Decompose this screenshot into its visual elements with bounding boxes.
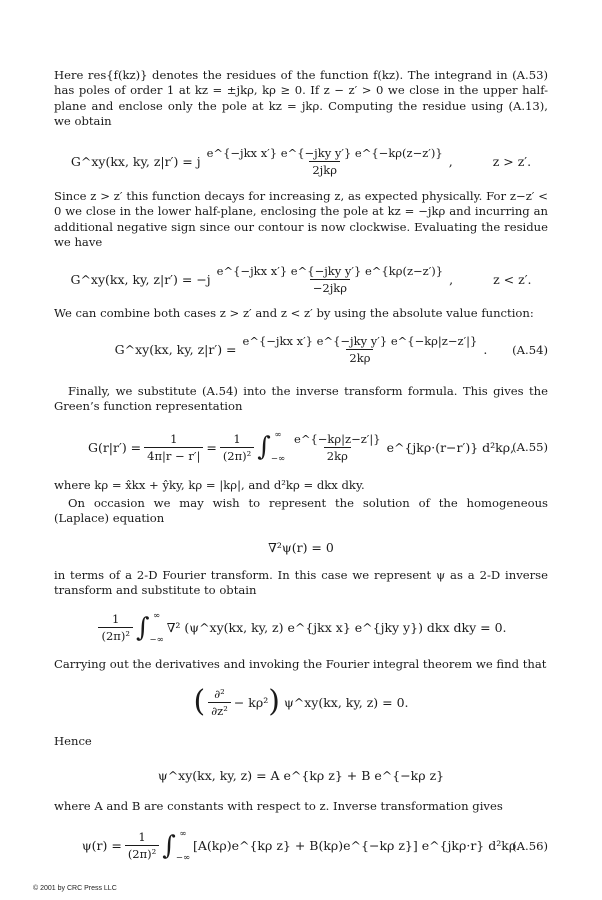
equation-fraction (240, 334, 481, 365)
fraction-numerator: e^{−jkx x′} e^{−jky y′} e^{−kρ|z−z′|} (242, 334, 478, 349)
equation-lower-halfplane: G^xy(kx, ky, z|r′) = −j $\frac{\text{e\textasciicircum{}\{−jkx x′\} e\textasciicircum{}\{−jky y′\} e\textasciicircum{}\{kρ(z−z′)\}}}{\text{−2jkρ}}$ , z < z′. (70, 263, 532, 295)
equation-tail: ψ^xy(kx, ky, z) = 0. (283, 694, 409, 710)
integral-sign: ∫ (135, 612, 150, 643)
fraction-denominator: 2jkρ (309, 161, 340, 177)
integral-limits (176, 822, 190, 870)
fraction-denominator: 4π|r − r′| (144, 447, 203, 463)
paragraph-combine: We can combine both cases z > z′ and z < z′ by using the absolute value function: (54, 306, 534, 321)
equation-body: [A(kρ)e^{kρ z} + B(kρ)e^{−kρ z}] e^{jkρ·r} d²kρ. (193, 838, 521, 854)
lower-limit: −∞ (270, 454, 286, 465)
paragraph-fourier: in terms of a 2-D Fourier transform. In this case we represent ψ as a 2-D inverse transform and substitute to obtain (54, 568, 548, 598)
equation-lhs: G^xy(kx, ky, z|r′) = j (70, 153, 201, 169)
paragraph-laplace: On occasion we may wish to represent the solution of the homogeneous (Laplace) equation (54, 495, 548, 525)
paragraph-where-k: where kρ = x̂kx + ŷky, kρ = |kρ|, and d²kρ = dkx dky. (54, 478, 365, 493)
equation-lhs: ψ(r) = (81, 838, 122, 854)
equation-general-solution (54, 763, 548, 787)
equation-lhs: G^xy(kx, ky, z|r′) = (114, 342, 237, 358)
lower-limit: −∞ (175, 852, 191, 863)
equation-condition: z < z′. (493, 271, 532, 287)
fraction-numerator: 1 (112, 612, 120, 627)
fraction-denominator: (2π)² (125, 845, 159, 861)
fraction-denominator: (2π)² (220, 447, 254, 463)
paragraph-hence: Hence (54, 734, 92, 749)
equation-a56 (54, 823, 548, 869)
fraction-denominator: −2jkρ (310, 279, 350, 295)
paragraph-substitute: Finally, we substitute (A.54) into the inverse transform formula. This gives the Green’s function representation (54, 383, 548, 413)
equation-fourier-laplacian (54, 605, 548, 651)
equation-lhs: G^xy(kx, ky, z|r′) = −j (70, 271, 211, 287)
fraction-numerator: e^{−kρ|z−z′|} (294, 431, 381, 446)
equation-tail: e^{jkρ·(r−r′)} d²kρ, (386, 439, 515, 455)
equation-a54: G^xy(kx, ky, z|r′) = $\frac{\text{e\textasciicircum{}\{−jkx x′\} e\textasciicircum{}\{−jky y′\} e\textasciicircum{}\{−kρ|z−z′|\}}}{2k\rho}$ . (A.54) (114, 334, 548, 366)
fraction-denominator: (2π)² (98, 627, 132, 643)
fraction-numerator: ∂² (214, 686, 225, 701)
fraction-denominator: 2kρ (346, 349, 373, 365)
page-body (54, 68, 548, 869)
equation-body: ∇² (ψ^xy(kx, ky, z) e^{jkx x} e^{jky y}) dkx dky = 0. (166, 620, 507, 636)
paragraph-residues: Here res{f(kz)} denotes the residues of the function f(kz). The integrand in (A.53) has poles of order 1 at kz = ±jkρ, kρ ≥ 0. If z − z′ > 0 we close in the upper half-plane and enclose only the pole at kz = jkρ. Computing the residue using (A.13), we obtain (54, 68, 548, 128)
equation-upper-halfplane: G^xy(kx, ky, z|r′) = j $\frac{\text{e\textasciicircum{}\{−jkx x′\} e\textasciicircum{}\{−jky y′\} e\textasciicircum{}\{−kρ(z−z′)\}}}{\text{2jkρ}}$ , z > z′. (70, 145, 532, 177)
paragraph-lower-halfplane: Since z > z′ this function decays for increasing z, as expected physically. For z−z′ < 0 we close in the lower half-plane, enclosing the pole at kz = −jkρ and incurring an additional negative sign since our contour is now clockwise. Evaluating the residue we have (54, 189, 548, 250)
equation-text: ∇²ψ(r) = 0 (268, 539, 334, 555)
equation-fraction (125, 830, 159, 861)
equation-middle: − kρ² (233, 694, 269, 710)
fraction-numerator: e^{−jkx x′} e^{−jky y′} e^{−kρ(z−z′)} (206, 145, 443, 160)
equation-number: (A.54) (512, 342, 548, 357)
integral-limits (271, 423, 285, 471)
equation-fraction (208, 687, 231, 718)
equation-condition: z > z′. (492, 153, 532, 169)
fraction-numerator: e^{−jkx x′} e^{−jky y′} e^{kρ(z−z′)} (216, 263, 444, 278)
equation-fraction (291, 432, 384, 463)
right-paren: ) (268, 684, 280, 720)
integral-limits (149, 604, 163, 652)
fraction-numerator: 1 (170, 431, 178, 446)
integral-sign: ∫ (257, 432, 271, 463)
fraction-denominator: 2kρ (324, 447, 351, 463)
fraction-numerator: 1 (138, 830, 146, 845)
equation-fraction (144, 432, 203, 463)
equation-fraction (204, 146, 446, 177)
equation-a55: G(r|r′) = $\frac{1}{4\pi|r - r'|}$ = $\frac{1}{\text{(2π)²}}$ ∫ ∞ −∞ $\frac{e\^{}\{-k\rho|z-z'|\}}{2k\rho}$ e^{jkρ·(r−r′)} d²kρ, (A.55) (54, 422, 548, 472)
integral-sign: ∫ (162, 830, 176, 861)
lower-limit: −∞ (149, 634, 164, 645)
paragraph-derivatives: Carrying out the derivatives and invoking the Fourier integral theorem we find that (54, 656, 547, 671)
equation-fraction (220, 432, 254, 463)
equation-fraction (214, 264, 446, 295)
left-paren: ( (193, 684, 206, 720)
upper-limit: ∞ (179, 828, 187, 839)
copyright-footer: © 2001 by CRC Press LLC (33, 885, 117, 892)
upper-limit: ∞ (274, 430, 282, 441)
fraction-denominator: ∂z² (208, 702, 231, 718)
upper-limit: ∞ (153, 610, 161, 621)
equation-number: (A.55) (512, 440, 548, 455)
equation-lhs: G(r|r′) = (87, 439, 142, 455)
paragraph-constants: where A and B are constants with respect to z. Inverse transformation gives (54, 799, 503, 814)
equation-text: ψ^xy(kx, ky, z) = A e^{kρ z} + B e^{−kρ z} (157, 767, 445, 783)
equation-laplace (54, 532, 548, 562)
equation-fraction (98, 612, 132, 643)
equation-ode (54, 680, 548, 724)
equation-number: (A.56) (512, 838, 548, 853)
fraction-numerator: 1 (233, 431, 241, 446)
